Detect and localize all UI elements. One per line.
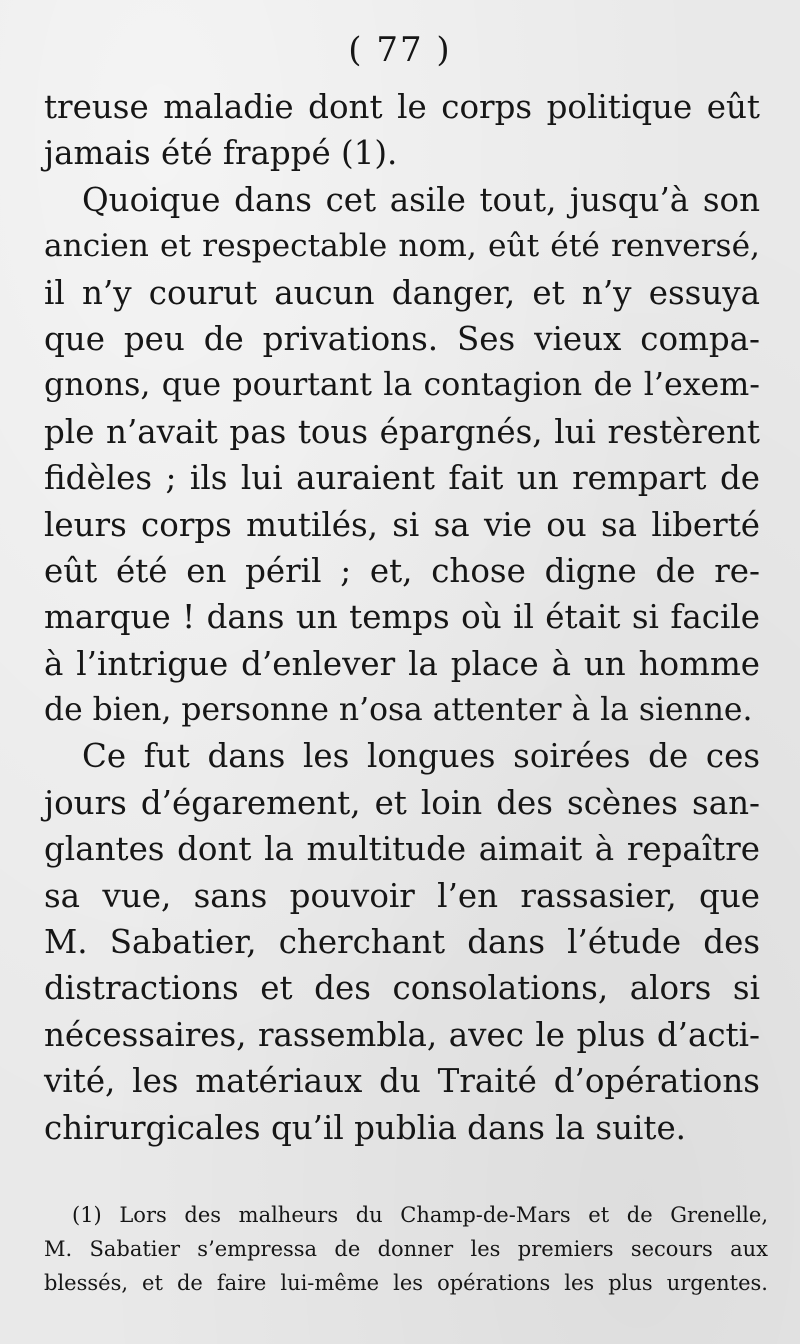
text-line: nécessaires, rassembla, avec le plus d’acti- (44, 1015, 760, 1054)
text-line: jamais été frappé (1). (44, 134, 398, 173)
text-line: distractions et des consolations, alors si (44, 969, 760, 1008)
text-line: chirurgicales qu’il publia dans la suite. (44, 1108, 687, 1147)
text-line: sa vue, sans pouvoir l’en rassasier, que (44, 876, 760, 915)
text-line: eût été en péril ; et, chose digne de re- (44, 551, 760, 590)
text-line: gnons, que pourtant la contagion de l’exem- (44, 367, 760, 404)
page-number: ( 77 ) (348, 30, 452, 70)
text-line: glantes dont la multitude aimait à repaître (44, 830, 760, 869)
text-line: vité, les matériaux du Traité d’opérations (44, 1062, 760, 1101)
text-line: marque ! dans un temps où il était si facile (44, 598, 760, 637)
footnote (44, 1198, 768, 1300)
footnote-line: M. Sabatier s’empressa de donner les premiers secours aux (44, 1237, 768, 1261)
text-line: treuse maladie dont le corps politique eût (44, 88, 760, 126)
text-line: leurs corps mutilés, si sa vie ou sa liberté (44, 505, 760, 544)
text-line: il n’y courut aucun danger, et n’y essuya (44, 273, 760, 312)
footnote-line: (1) Lors des malheurs du Champ-de-Mars et de Grenelle, (72, 1203, 768, 1227)
text-line: que peu de privations. Ses vieux compa- (44, 319, 760, 358)
text-line: M. Sabatier, cherchant dans l’étude des (44, 923, 760, 962)
text-line: de bien, personne n’osa attenter à la sienne. (44, 692, 753, 729)
text-line: Quoique dans cet asile tout, jusqu’à son (82, 180, 760, 219)
body-text (44, 84, 760, 1151)
text-line: Ce fut dans les longues soirées de ces (82, 737, 760, 776)
text-line: ancien et respectable nom, eût été renversé, (44, 228, 760, 265)
text-line: à l’intrigue d’enlever la place à un homme (44, 644, 760, 683)
text-line: jours d’égarement, et loin des scènes san- (44, 783, 760, 822)
text-line: fidèles ; ils lui auraient fait un rempart de (44, 459, 760, 498)
text-line: ple n’avait pas tous épargnés, lui restèrent (44, 412, 760, 451)
footnote-line: blessés, et de faire lui-même les opérations les plus urgentes. (44, 1271, 768, 1295)
